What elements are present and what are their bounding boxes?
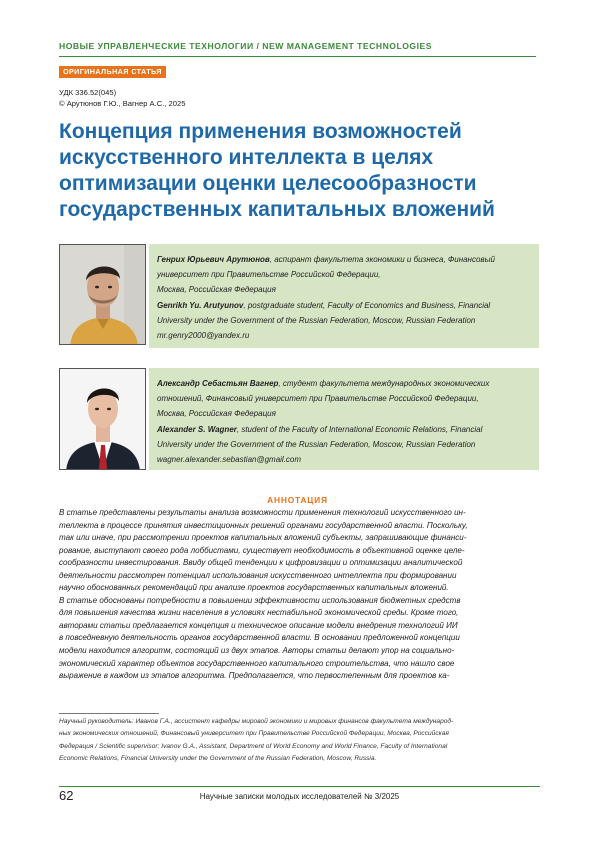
footnote-divider <box>59 713 159 714</box>
footnote-line: Научный руководитель: Иванов Г.А., ассистент кафедры мировой экономики и мировых финансов факультета международ- <box>59 718 454 725</box>
footnote <box>59 716 540 766</box>
author-2-desc-ru: , студент факультета международных экономических <box>278 379 490 388</box>
title-line: искусственного интеллекта в целях <box>59 146 434 169</box>
title-line: оптимизации оценки целесообразности <box>59 172 477 195</box>
footer-divider <box>59 786 540 787</box>
footnote-line: Economic Relations, Financial University under the Government of the Russian Federation, Moscow, Russia. <box>59 755 377 763</box>
footnote-line: Федерация / Scientific supervisor: Ivanov G.A., Assistant, Department of World Economy and World Finance, Faculty of International <box>59 742 448 750</box>
journal-name: Научные записки молодых исследователей № 3/2025 <box>199 792 400 801</box>
abstract-line: деятельности рассмотрен потенциал использования искусственного интеллекта при формировании <box>59 570 457 580</box>
abstract-line: В статье обоснованы потребности в повышении эффективности использования бюджетных средств <box>59 595 461 605</box>
abstract-line: сообразности инвестирования. Ввиду общей тенденции к цифровизации и оптимизации аналитической <box>59 558 463 568</box>
author-1-name-ru: Генрих Юрьевич Арутюнов <box>157 255 270 264</box>
title-line: государственных капитальных вложений <box>59 198 495 221</box>
abstract-line: рование, выступают своего рода лоббистами, существует необходимость в объективной оценке целе- <box>59 545 465 555</box>
abstract-line: модели находится алгоритм, состоящий из двух этапов. Авторы статьи делают упор на социально- <box>59 646 455 656</box>
author-1-desc-ru: , аспирант факультета экономики и бизнеса, Финансовый <box>269 255 495 264</box>
abstract-body <box>59 507 540 683</box>
abstract-line: теллекта в процессе принятия инвестиционных решений органами государственной власти. Поскольку, <box>59 520 468 530</box>
udk-code: УДК 336.52(045) <box>59 88 117 97</box>
author-1-desc-en-2: University under the Government of the Russian Federation, Moscow, Russian Federation <box>157 315 476 325</box>
page-number: 62 <box>59 788 74 803</box>
author-2-desc-ru-2: отношений, Финансовый университет при Правительстве Российской Федерации, <box>157 394 479 404</box>
abstract-line: выражение в каждом из этапов алгоритма. Предполагается, что первостепенным для проектов ка- <box>59 671 450 681</box>
article-meta <box>59 88 185 109</box>
abstract-line: авторами статьи предлагается концепция и техническое описание модели внедрения технологий ИИ <box>59 620 458 630</box>
abstract-line: В статье представлены результаты анализа возможности применения технологий искусственного ин- <box>59 508 466 517</box>
abstract-line: в повседневную деятельность органов государственной власти. В основании предложенной концепции <box>59 633 460 643</box>
author-1-photo <box>59 244 146 345</box>
author-2-desc-ru-3: Москва, Российская Федерация <box>157 409 276 419</box>
abstract-line: так или иначе, при рассмотрении проектов капитальных вложений субъекты, запрашивающие финанси- <box>59 533 467 543</box>
article-title <box>59 119 539 223</box>
author-2-info <box>157 376 535 467</box>
copyright-line: © Арутюнов Г.Ю., Вагнер А.С., 2025 <box>59 98 186 108</box>
author-portrait-icon <box>60 245 146 345</box>
author-1-desc-en: , postgraduate student, Faculty of Economics and Business, Financial <box>243 300 491 310</box>
abstract-line: экономический характер объектов государственного капитального строительства, что нашло свое <box>59 658 455 668</box>
author-1-info <box>157 252 535 343</box>
title-line: Концепция применения возможностей <box>59 120 462 143</box>
header-divider <box>59 56 536 57</box>
author-2-photo <box>59 368 146 470</box>
abstract-line: для повышения качества жизни населения в условиях нестабильной экономической среды. Кроме того, <box>59 608 459 618</box>
author-2-name-ru: Александр Себастьян Вагнер <box>157 379 279 388</box>
author-2-desc-en: , student of the Faculty of International Economic Relations, Financial <box>236 424 483 434</box>
footnote-line: ных экономических отношений, Финансовый университет при Правительстве Российской Федерации, Москва, Российская <box>59 730 449 738</box>
author-1-desc-ru-3: Москва, Российская Федерация <box>157 285 276 295</box>
author-1-desc-ru-2: университет при Правительстве Российской Федерации, <box>157 270 381 280</box>
article-type-badge: ОРИГИНАЛЬНАЯ СТАТЬЯ <box>59 66 166 78</box>
abstract-heading: АННОТАЦИЯ <box>267 495 328 505</box>
abstract-line: научно обоснованных рекомендаций при анализе проектов государственных капитальных вложений. <box>59 583 449 593</box>
author-2-name-en: Alexander S. Wagner <box>157 424 237 434</box>
author-2-email[interactable]: wagner.alexander.sebastian@gmail.com <box>157 455 302 465</box>
section-header: НОВЫЕ УПРАВЛЕНЧЕСКИЕ ТЕХНОЛОГИИ / NEW MANAGEMENT TECHNOLOGIES <box>59 41 432 51</box>
author-1-name-en: Genrikh Yu. Arutyunov <box>157 300 244 310</box>
author-portrait-icon <box>60 369 146 470</box>
author-2-desc-en-2: University under the Government of the Russian Federation, Moscow, Russian Federation <box>157 439 476 449</box>
author-1-email[interactable]: mr.genry2000@yandex.ru <box>157 331 250 341</box>
